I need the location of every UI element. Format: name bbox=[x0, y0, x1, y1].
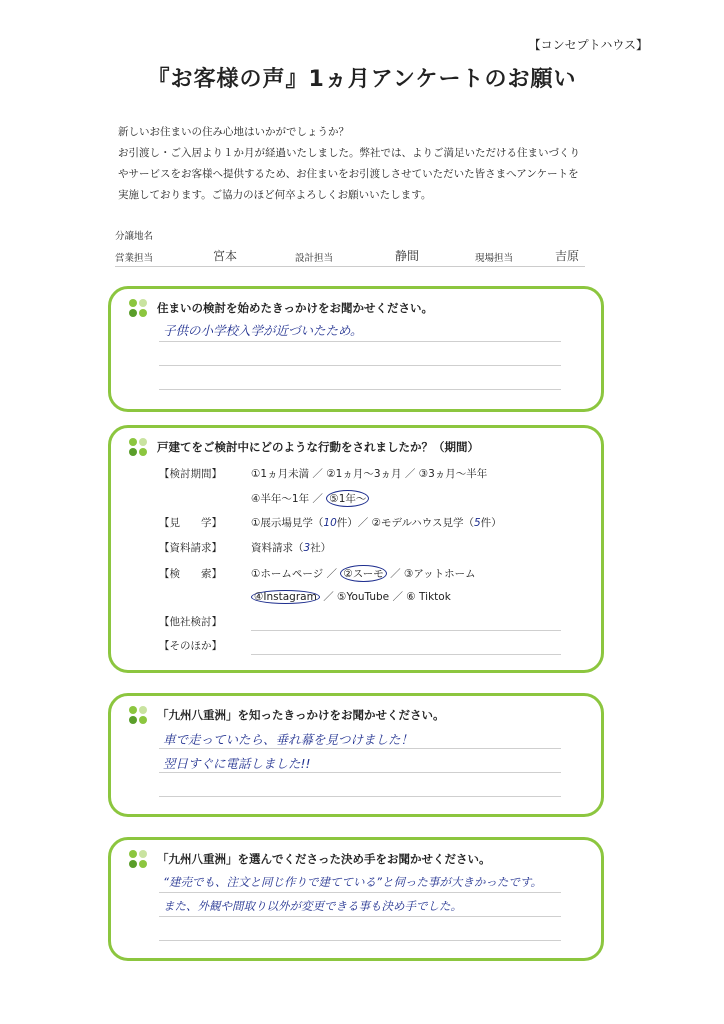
selected-period: ⑤1年〜 bbox=[326, 490, 369, 507]
staff-row bbox=[115, 244, 585, 267]
docs-count: 3 bbox=[303, 542, 311, 554]
green-dots-icon bbox=[129, 850, 149, 870]
docs-row: 【資料請求】 資料請求（3社） bbox=[159, 542, 332, 554]
intro-text bbox=[118, 122, 588, 206]
question-1-box bbox=[108, 286, 604, 412]
question-3-box bbox=[108, 693, 604, 817]
visit-row: 【見 学】 ①展示場見学（10件）／ ②モデルハウス見学（5件） bbox=[159, 517, 502, 529]
selected-suumo: ②スーモ bbox=[340, 565, 386, 582]
visit-count-b: 5 bbox=[473, 517, 481, 529]
area-label: 分譲地名 bbox=[115, 231, 154, 242]
question-4-box bbox=[108, 837, 604, 961]
misc-row: 【そのほか】 bbox=[159, 640, 222, 652]
question-3-title: 「九州八重洲」を知ったきっかけをお聞かせください。 bbox=[157, 708, 445, 722]
question-4-title: 「九州八重洲」を選んでくださった決め手をお聞かせください。 bbox=[157, 852, 491, 866]
question-2-title: 戸建てをご検討中にどのような行動をされましたか？（期間） bbox=[157, 440, 479, 454]
intro-line-1: 新しいお住まいの住み心地はいかがでしょうか？ bbox=[118, 126, 349, 138]
question-1-title: 住まいの検討を始めたきっかけをお聞かせください。 bbox=[157, 301, 433, 315]
green-dots-icon bbox=[129, 299, 149, 319]
design-label: 設計担当 bbox=[295, 253, 334, 264]
design-value: 静間 bbox=[395, 249, 420, 263]
question-2-box bbox=[108, 425, 604, 673]
search-row-2: ④Instagram ／ ⑤YouTube ／ ⑥ Tiktok bbox=[251, 589, 451, 604]
other-company-row: 【他社検討】 bbox=[159, 616, 222, 628]
question-3-answer-1: 車で走っていたら、垂れ幕を見つけました！ bbox=[163, 732, 414, 747]
period-row: 【検討期間】 ①1ヵ月未満 ／ ②1ヵ月〜3ヵ月 ／ ③3ヵ月〜半年 bbox=[159, 468, 488, 480]
site-label: 現場担当 bbox=[475, 253, 514, 264]
sales-value: 宮本 bbox=[213, 249, 238, 263]
sales-label: 営業担当 bbox=[115, 253, 154, 264]
green-dots-icon bbox=[129, 706, 149, 726]
green-dots-icon bbox=[129, 438, 149, 458]
period-row-2: ④半年〜1年 ／ ⑤1年〜 bbox=[251, 490, 369, 507]
concept-house-tag: 【コンセプトハウス】 bbox=[528, 38, 648, 52]
site-value: 吉原 bbox=[555, 249, 580, 263]
question-4-answer-2: また、外観や間取り以外が変更できる事も決め手でした。 bbox=[163, 899, 462, 913]
selected-instagram: ④Instagram bbox=[251, 590, 320, 604]
search-row: 【検 索】 ①ホームページ ／ ②スーモ ／ ③アットホーム bbox=[159, 565, 476, 582]
intro-line-2: お引渡し・ご入居より１か月が経過いたしました。弊社では、よりご満足いただける住まいづくりやサービスをお客様へ提供するため、お住まいをお引渡しさせていただいた皆さまへアンケートを実施しております。ご協力のほど何卒よろしくお願いいたします。 bbox=[118, 147, 580, 201]
visit-count-a: 10 bbox=[323, 517, 337, 529]
question-4-answer-1: “建売でも、注文と同じ作りで建てている”と伺った事が大きかったです。 bbox=[163, 875, 542, 889]
question-1-answer: 子供の小学校入学が近づいたため。 bbox=[163, 323, 363, 338]
question-3-answer-2: 翌日すぐに電話しました!! bbox=[163, 756, 311, 771]
page-title: 『お客様の声』1ヵ月アンケートのお願い bbox=[147, 67, 577, 92]
